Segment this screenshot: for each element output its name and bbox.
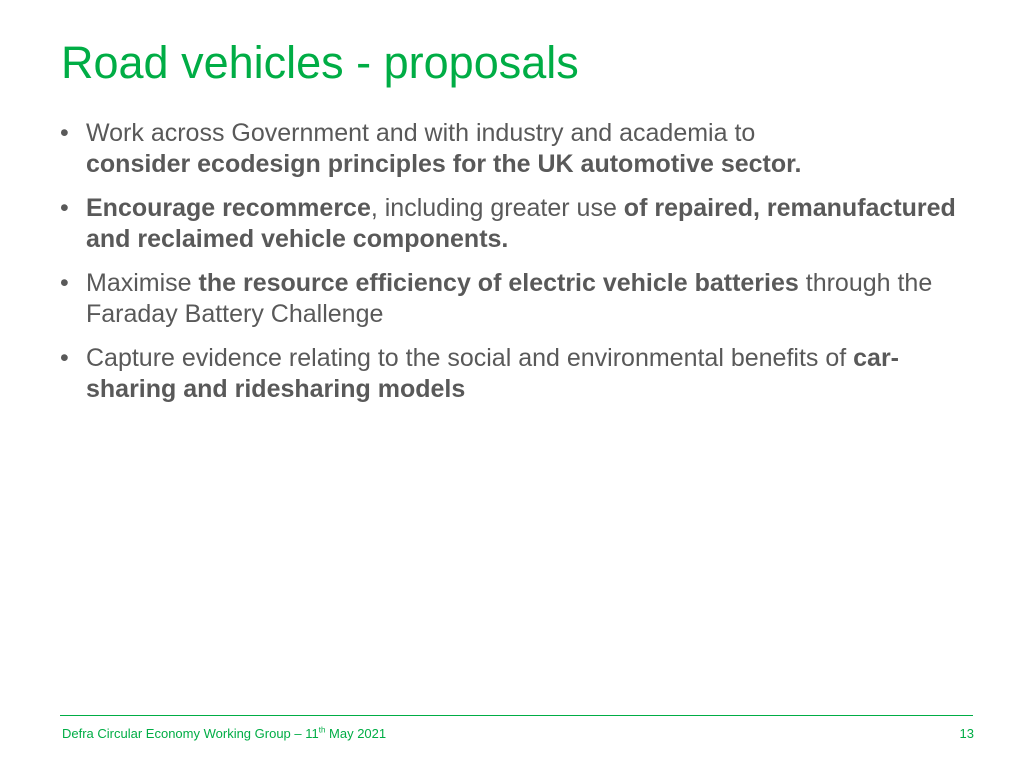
bullet-text: , including greater use bbox=[370, 194, 624, 222]
footer-text-end: May 2021 bbox=[325, 726, 387, 741]
bullet-emphasis: the resource efficiency of electric vehicle batteries bbox=[198, 269, 799, 297]
bullet-marker: • bbox=[60, 119, 69, 147]
bullet-emphasis: of repaired, remanufactured and reclaimed vehicle components. bbox=[86, 194, 956, 253]
bullet-text: Work across Government and with industry and academia to bbox=[86, 119, 756, 147]
bullet-emphasis: car-sharing and ridesharing models bbox=[86, 344, 900, 403]
bullet-emphasis: Encourage recommerce bbox=[86, 194, 371, 222]
page-number: 13 bbox=[959, 726, 974, 741]
bullet-emphasis: consider ecodesign principles for the UK automotive sector. bbox=[86, 150, 802, 178]
footer-superscript: th bbox=[318, 725, 326, 735]
bullet-marker: • bbox=[60, 194, 69, 222]
bullet-marker: • bbox=[60, 344, 69, 372]
bullet-item-batteries bbox=[60, 268, 970, 330]
footer-text-start: Defra Circular Economy Working Group – 11 bbox=[62, 726, 319, 741]
slide-title: Road vehicles - proposals bbox=[61, 37, 579, 88]
bullet-item-car-sharing bbox=[60, 343, 970, 405]
footer-caption bbox=[62, 726, 386, 742]
bullet-text: Maximise bbox=[86, 269, 199, 297]
bullet-item-recommerce bbox=[60, 193, 970, 255]
bullet-list bbox=[60, 118, 970, 418]
footer-divider bbox=[60, 715, 973, 716]
bullet-item-ecodesign bbox=[60, 118, 970, 180]
bullet-text: Capture evidence relating to the social and environmental benefits of bbox=[86, 344, 854, 372]
bullet-marker: • bbox=[60, 269, 69, 297]
bullet-text: through the Faraday Battery Challenge bbox=[86, 269, 933, 328]
